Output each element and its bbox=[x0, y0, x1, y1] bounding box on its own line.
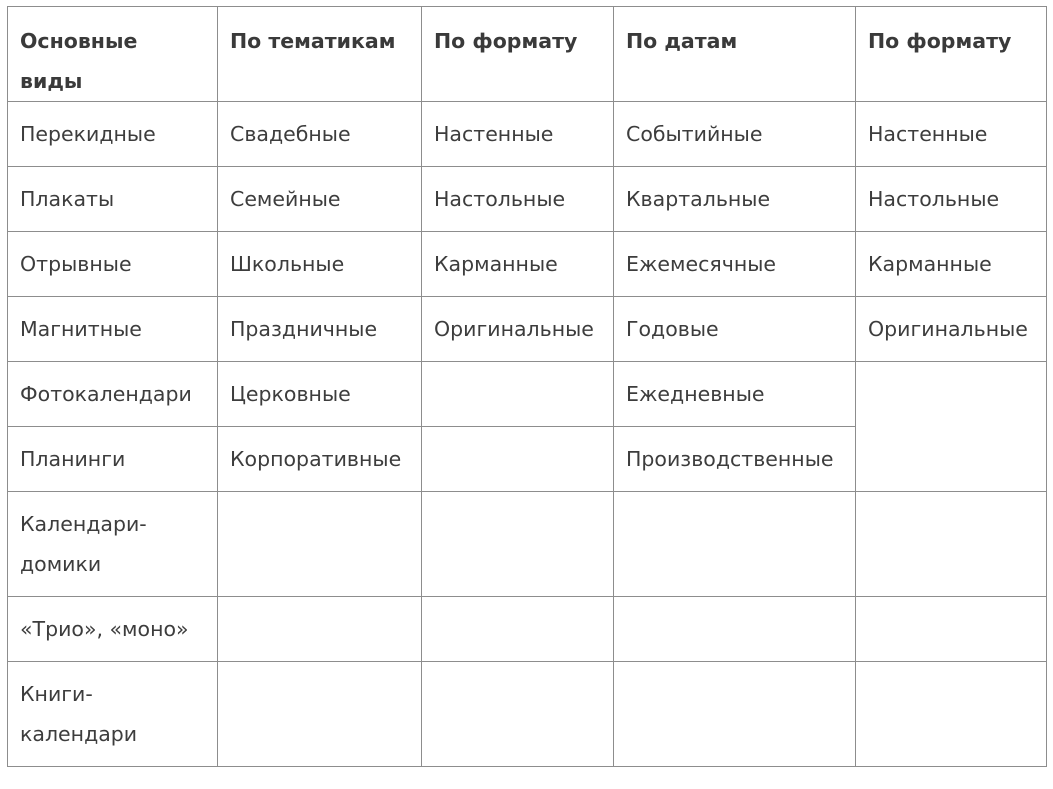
table-cell bbox=[218, 597, 422, 662]
table-cell bbox=[856, 597, 1047, 662]
table-cell: Фотокалендари bbox=[8, 362, 218, 427]
table-cell: Квартальные bbox=[614, 167, 856, 232]
table-cell: Настенные bbox=[422, 102, 614, 167]
table-cell: Оригинальные bbox=[856, 297, 1047, 362]
table-cell bbox=[422, 427, 614, 492]
cell-text: Книги-календари bbox=[20, 682, 138, 746]
calendar-types-table bbox=[7, 6, 1047, 767]
table-cell: Производственные bbox=[614, 427, 856, 492]
table-cell: Корпоративные bbox=[218, 427, 422, 492]
table-cell bbox=[8, 662, 218, 767]
table-cell: Церковные bbox=[218, 362, 422, 427]
header-cell bbox=[8, 7, 218, 102]
table-cell: Школьные bbox=[218, 232, 422, 297]
table-cell bbox=[422, 597, 614, 662]
table-cell: Настольные bbox=[422, 167, 614, 232]
table-row bbox=[8, 102, 1047, 167]
cell-text: Календари-домики bbox=[20, 512, 147, 576]
table-cell: Карманные bbox=[856, 232, 1047, 297]
table-cell bbox=[614, 662, 856, 767]
table-cell: Праздничные bbox=[218, 297, 422, 362]
table-cell bbox=[8, 492, 218, 597]
table-cell: Планинги bbox=[8, 427, 218, 492]
table-cell bbox=[218, 662, 422, 767]
table-cell bbox=[422, 362, 614, 427]
table-row bbox=[8, 362, 1047, 427]
table-header-row bbox=[8, 7, 1047, 102]
table-row bbox=[8, 492, 1047, 597]
table-cell bbox=[614, 492, 856, 597]
table-cell bbox=[614, 597, 856, 662]
table-row bbox=[8, 662, 1047, 767]
table-row bbox=[8, 232, 1047, 297]
table-cell bbox=[422, 492, 614, 597]
table-cell: Свадебные bbox=[218, 102, 422, 167]
table-cell: Ежедневные bbox=[614, 362, 856, 427]
table-cell: «Трио», «моно» bbox=[8, 597, 218, 662]
header-cell: По тематикам bbox=[218, 7, 422, 102]
header-cell: По датам bbox=[614, 7, 856, 102]
table-cell: Годовые bbox=[614, 297, 856, 362]
table-cell: Магнитные bbox=[8, 297, 218, 362]
header-cell: По формату bbox=[422, 7, 614, 102]
table-cell: Семейные bbox=[218, 167, 422, 232]
table-cell: Плакаты bbox=[8, 167, 218, 232]
table-cell-empty bbox=[856, 362, 1047, 492]
table-cell: Настольные bbox=[856, 167, 1047, 232]
table-cell: Ежемесячные bbox=[614, 232, 856, 297]
table-cell bbox=[856, 662, 1047, 767]
table-cell: Оригинальные bbox=[422, 297, 614, 362]
table-row bbox=[8, 597, 1047, 662]
table-cell: Отрывные bbox=[8, 232, 218, 297]
header-label-main-types: Основные виды bbox=[20, 29, 138, 93]
table-cell bbox=[218, 492, 422, 597]
table-row bbox=[8, 297, 1047, 362]
table-cell bbox=[422, 662, 614, 767]
table-row bbox=[8, 167, 1047, 232]
table-cell: Событийные bbox=[614, 102, 856, 167]
table-cell: Карманные bbox=[422, 232, 614, 297]
table-cell: Перекидные bbox=[8, 102, 218, 167]
table-cell bbox=[856, 492, 1047, 597]
table-cell: Настенные bbox=[856, 102, 1047, 167]
header-cell: По формату bbox=[856, 7, 1047, 102]
